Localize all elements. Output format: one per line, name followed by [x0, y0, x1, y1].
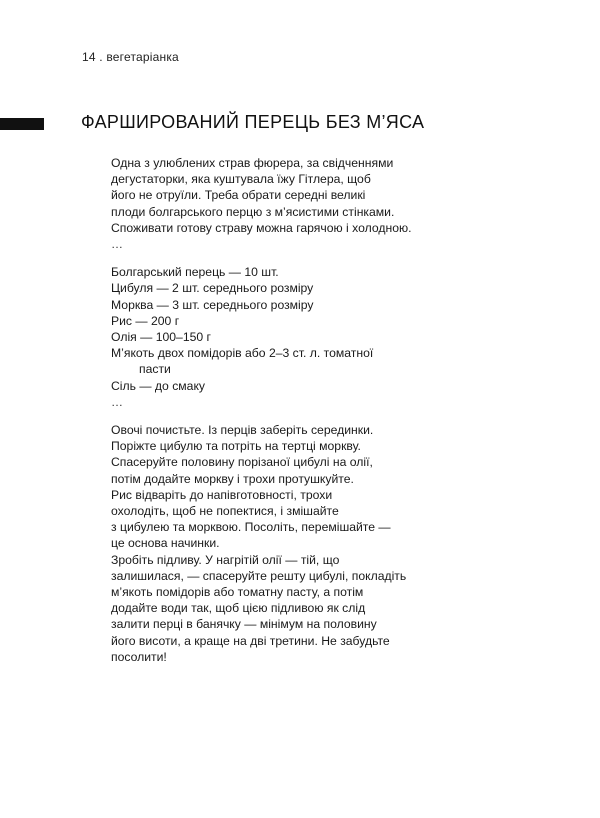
step-line: залити перці в банячку — мінімум на половину — [111, 617, 377, 632]
intro-line: дегустаторки, яка куштувала їжу Гітлера, щоб — [111, 172, 371, 187]
ingredient-item: М’якоть двох помідорів або 2–3 ст. л. томатної — [111, 346, 374, 361]
step-line: його висоти, а краще на дві третини. Не забудьте — [111, 633, 390, 648]
step-line: Спасеруйте половину порізаної цибулі на олії, — [111, 455, 373, 470]
ingredient-item: Олія — 100–150 г — [111, 330, 211, 345]
recipe-body — [111, 155, 531, 665]
step-line: з цибулею та морквою. Посоліть, перемішайте — — [111, 520, 391, 535]
step-line: Овочі почистьте. Із перців заберіть серединки. — [111, 423, 374, 438]
ingredient-item-continuation: пасти — [139, 362, 171, 377]
section-separator: … — [111, 394, 125, 409]
step-line: додайте води так, щоб цією підливою як слід — [111, 601, 366, 616]
intro-line: Одна з улюблених страв фюрера, за свідченнями — [111, 156, 394, 170]
step-line: потім додайте моркву і трохи протушкуйте. — [111, 471, 354, 486]
step-line: Зробіть підливу. У нагрітій олії — тій, що — [111, 552, 340, 567]
ingredient-item: Морква — 3 шт. середнього розміру — [111, 297, 314, 312]
intro-paragraph — [111, 155, 531, 236]
step-line: посолити! — [111, 649, 167, 664]
running-head: 14 . вегетаріанка — [82, 50, 179, 64]
intro-line: плоди болгарського перцю з м’ясистими стінками. — [111, 204, 395, 219]
step-line: Поріжте цибулю та потріть на тертці моркву. — [111, 439, 361, 454]
ingredient-item: Цибуля — 2 шт. середнього розміру — [111, 281, 314, 296]
title-bar-decoration — [0, 118, 44, 130]
intro-line: його не отруїли. Треба обрати середні великі — [111, 188, 366, 203]
step-line: Рис відваріть до напівготовності, трохи — [111, 487, 333, 502]
chapter-title: ФАРШИРОВАНИЙ ПЕРЕЦЬ БЕЗ М’ЯСА — [81, 112, 425, 132]
step-line: це основа начинки. — [111, 536, 220, 551]
step-line: залишилася, — спасеруйте решту цибулі, покладіть — [111, 568, 407, 583]
step-paragraph — [111, 552, 531, 665]
step-paragraph — [111, 487, 531, 552]
intro-line: Споживати готову страву можна гарячою і холодною. — [111, 220, 412, 235]
section-separator: … — [111, 237, 125, 252]
step-line: м’якоть помідорів або томатну пасту, а потім — [111, 585, 364, 600]
ingredient-item: Болгарський перець — 10 шт. — [111, 265, 279, 280]
ingredient-item: Рис — 200 г — [111, 313, 180, 328]
ingredients-list — [111, 264, 531, 394]
ingredient-item: Сіль — до смаку — [111, 378, 206, 393]
step-line: охолодіть, щоб не попектися, і змішайте — [111, 504, 339, 519]
step-paragraph — [111, 422, 531, 487]
